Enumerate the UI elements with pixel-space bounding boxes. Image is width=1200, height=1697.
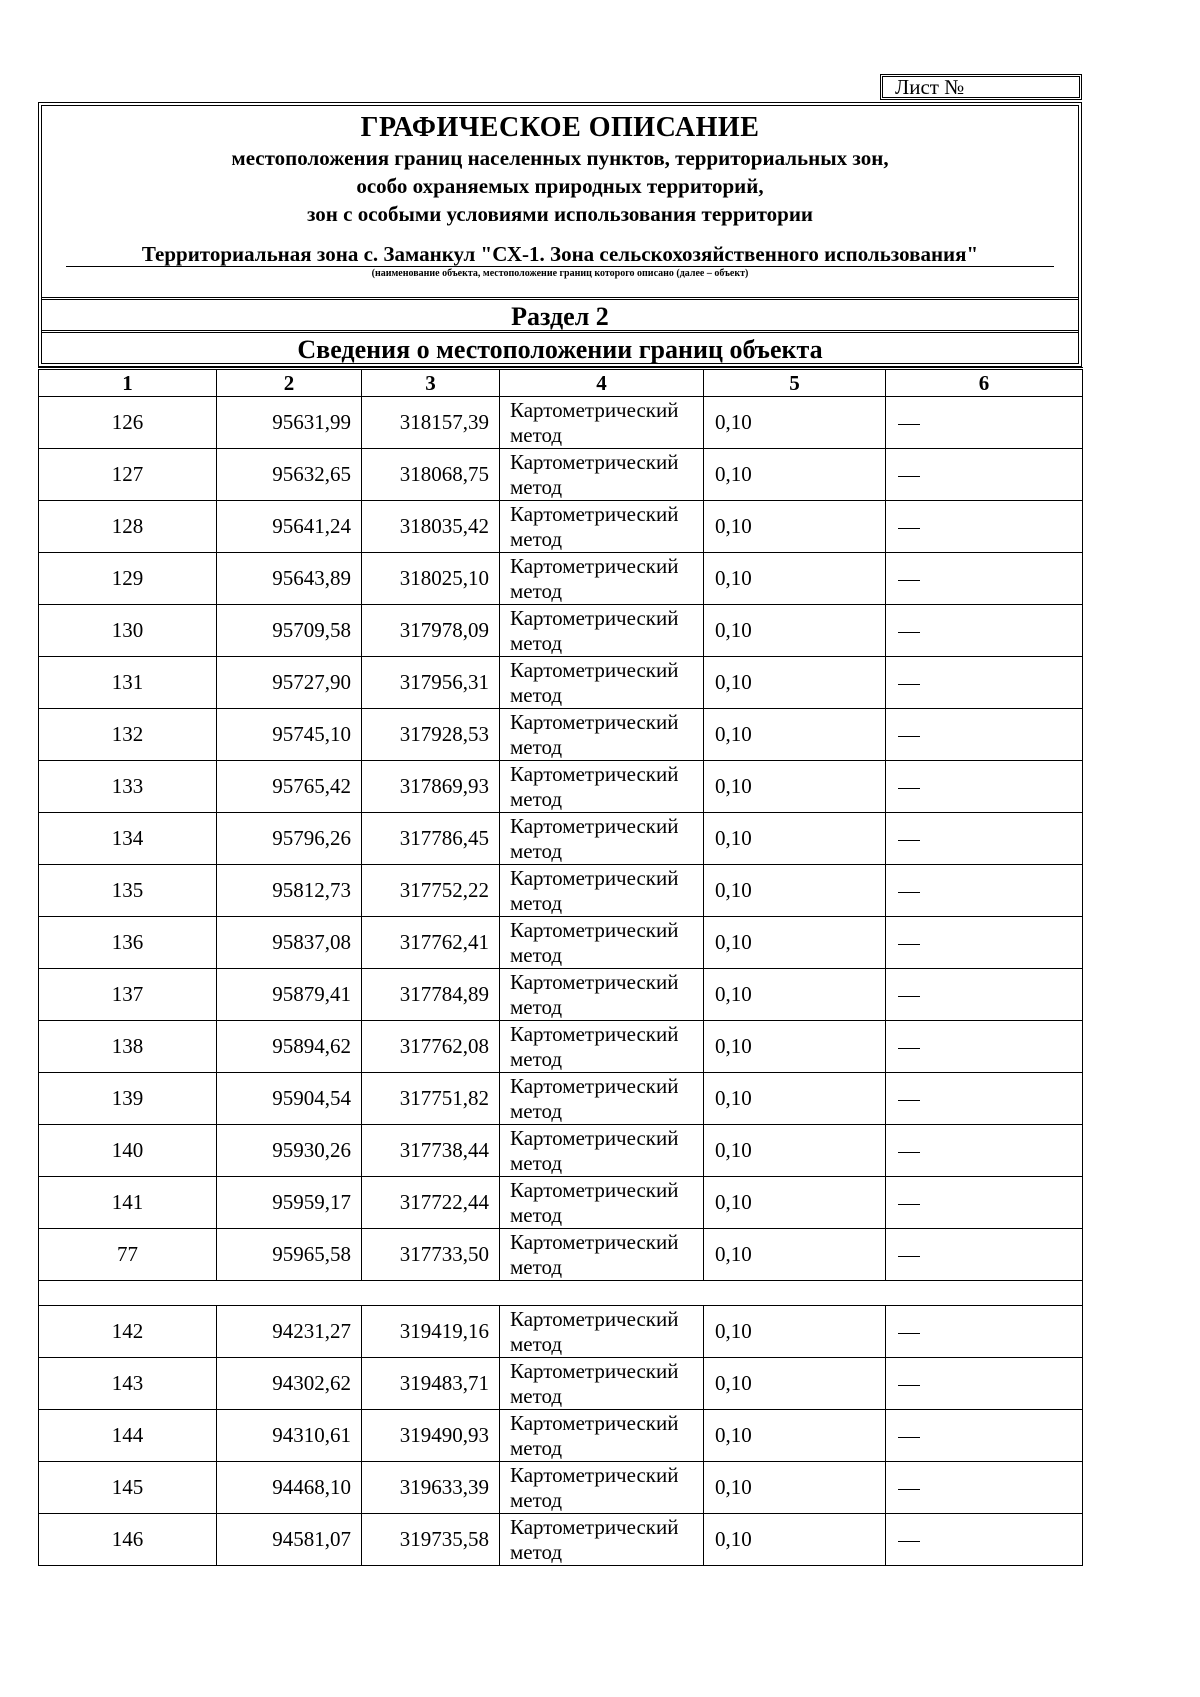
- accuracy-value: 0,10: [704, 1177, 886, 1229]
- point-number: 130: [39, 605, 217, 657]
- method-line-1: Картометрический: [510, 605, 679, 630]
- accuracy-value: 0,10: [704, 1462, 886, 1514]
- method-line-1: Картометрический: [510, 397, 679, 422]
- description-cell: [886, 397, 1083, 449]
- table-row: [39, 709, 1083, 761]
- x-coordinate: 95812,73: [217, 865, 362, 917]
- method-line-2: метод: [510, 838, 563, 863]
- y-coordinate: 319483,71: [362, 1358, 500, 1410]
- dash-mark: [898, 528, 920, 529]
- x-coordinate: 95765,42: [217, 761, 362, 813]
- method-line-2: метод: [510, 474, 563, 499]
- method-cell: [500, 1358, 704, 1410]
- table-row: [39, 397, 1083, 449]
- column-number: 6: [886, 369, 1083, 397]
- x-coordinate: 95894,62: [217, 1021, 362, 1073]
- method-line-1: Картометрический: [510, 1410, 679, 1435]
- method-line-1: Картометрический: [510, 1073, 679, 1098]
- description-cell: [886, 917, 1083, 969]
- y-coordinate: 317733,50: [362, 1229, 500, 1281]
- column-number: 4: [500, 369, 704, 397]
- dash-mark: [898, 1048, 920, 1049]
- method-line-2: метод: [510, 1487, 563, 1512]
- y-coordinate: 318035,42: [362, 501, 500, 553]
- accuracy-value: 0,10: [704, 761, 886, 813]
- x-coordinate: 95631,99: [217, 397, 362, 449]
- section-heading: Сведения о местоположении границ объекта: [297, 335, 823, 364]
- point-number: 127: [39, 449, 217, 501]
- y-coordinate: 318068,75: [362, 449, 500, 501]
- accuracy-value: 0,10: [704, 657, 886, 709]
- accuracy-value: 0,10: [704, 1514, 886, 1566]
- method-cell: [500, 1462, 704, 1514]
- method-line-2: метод: [510, 682, 563, 707]
- point-number: 138: [39, 1021, 217, 1073]
- accuracy-value: 0,10: [704, 1358, 886, 1410]
- dash-mark: [898, 632, 920, 633]
- method-cell: [500, 1306, 704, 1358]
- accuracy-value: 0,10: [704, 449, 886, 501]
- description-cell: [886, 657, 1083, 709]
- accuracy-value: 0,10: [704, 1073, 886, 1125]
- method-line-1: Картометрический: [510, 865, 679, 890]
- method-line-2: метод: [510, 578, 563, 603]
- method-line-2: метод: [510, 1202, 563, 1227]
- method-cell: [500, 449, 704, 501]
- method-line-2: метод: [510, 1435, 563, 1460]
- table-row: [39, 657, 1083, 709]
- y-coordinate: 317978,09: [362, 605, 500, 657]
- dash-mark: [898, 1541, 920, 1542]
- contour-separator: [39, 1281, 1083, 1306]
- x-coordinate: 94302,62: [217, 1358, 362, 1410]
- x-coordinate: 95837,08: [217, 917, 362, 969]
- subtitle-line-1: местоположения границ населенных пунктов, территориальных зон,: [231, 146, 889, 170]
- table-row: [39, 1229, 1083, 1281]
- point-number: 133: [39, 761, 217, 813]
- method-cell: [500, 761, 704, 813]
- y-coordinate: 317738,44: [362, 1125, 500, 1177]
- table-row: [39, 761, 1083, 813]
- accuracy-value: 0,10: [704, 1306, 886, 1358]
- table-row: [39, 1125, 1083, 1177]
- y-coordinate: 317956,31: [362, 657, 500, 709]
- point-number: 135: [39, 865, 217, 917]
- method-cell: [500, 1229, 704, 1281]
- dash-mark: [898, 1152, 920, 1153]
- y-coordinate: 317869,93: [362, 761, 500, 813]
- y-coordinate: 319735,58: [362, 1514, 500, 1566]
- dash-mark: [898, 996, 920, 997]
- dash-mark: [898, 476, 920, 477]
- table-row: [39, 1410, 1083, 1462]
- column-number: 3: [362, 369, 500, 397]
- dash-mark: [898, 1437, 920, 1438]
- object-name: Территориальная зона с. Заманкул "СХ-1. Зона сельскохозяйственного использования": [66, 242, 1054, 267]
- description-cell: [886, 813, 1083, 865]
- x-coordinate: 95745,10: [217, 709, 362, 761]
- subtitle-line-2: особо охраняемых природных территорий,: [356, 174, 764, 198]
- method-line-1: Картометрический: [510, 553, 679, 578]
- x-coordinate: 95904,54: [217, 1073, 362, 1125]
- y-coordinate: 317722,44: [362, 1177, 500, 1229]
- point-number: 126: [39, 397, 217, 449]
- subtitle-line-3: зон с особыми условиями использования территории: [306, 202, 814, 226]
- method-cell: [500, 1410, 704, 1462]
- y-coordinate: 319419,16: [362, 1306, 500, 1358]
- dash-mark: [898, 684, 920, 685]
- point-number: 131: [39, 657, 217, 709]
- method-line-2: метод: [510, 422, 563, 447]
- dash-mark: [898, 1333, 920, 1334]
- contour-separator-row: [39, 1281, 1083, 1306]
- method-line-1: Картометрический: [510, 1306, 679, 1331]
- description-cell: [886, 969, 1083, 1021]
- point-number: 139: [39, 1073, 217, 1125]
- point-number: 143: [39, 1358, 217, 1410]
- method-cell: [500, 1021, 704, 1073]
- method-line-1: Картометрический: [510, 969, 679, 994]
- dash-mark: [898, 424, 920, 425]
- method-cell: [500, 865, 704, 917]
- accuracy-value: 0,10: [704, 813, 886, 865]
- method-cell: [500, 657, 704, 709]
- x-coordinate: 95965,58: [217, 1229, 362, 1281]
- method-cell: [500, 813, 704, 865]
- method-cell: [500, 605, 704, 657]
- description-cell: [886, 553, 1083, 605]
- description-cell: [886, 1462, 1083, 1514]
- dash-mark: [898, 1100, 920, 1101]
- accuracy-value: 0,10: [704, 1229, 886, 1281]
- header-divider: [42, 297, 1078, 300]
- description-cell: [886, 1125, 1083, 1177]
- point-number: 144: [39, 1410, 217, 1462]
- x-coordinate: 95959,17: [217, 1177, 362, 1229]
- dash-mark: [898, 1385, 920, 1386]
- point-number: 136: [39, 917, 217, 969]
- dash-mark: [898, 840, 920, 841]
- method-line-1: Картометрический: [510, 761, 679, 786]
- point-number: 145: [39, 1462, 217, 1514]
- y-coordinate: 318025,10: [362, 553, 500, 605]
- x-coordinate: 95930,26: [217, 1125, 362, 1177]
- method-cell: [500, 397, 704, 449]
- table-row: [39, 449, 1083, 501]
- y-coordinate: 317784,89: [362, 969, 500, 1021]
- x-coordinate: 94468,10: [217, 1462, 362, 1514]
- x-coordinate: 95796,26: [217, 813, 362, 865]
- point-number: 142: [39, 1306, 217, 1358]
- method-cell: [500, 1125, 704, 1177]
- table-row: [39, 1514, 1083, 1566]
- table-row: [39, 1073, 1083, 1125]
- x-coordinate: 94581,07: [217, 1514, 362, 1566]
- method-cell: [500, 501, 704, 553]
- y-coordinate: 319490,93: [362, 1410, 500, 1462]
- table-row: [39, 605, 1083, 657]
- column-number: 5: [704, 369, 886, 397]
- x-coordinate: 94310,61: [217, 1410, 362, 1462]
- x-coordinate: 95727,90: [217, 657, 362, 709]
- method-line-1: Картометрический: [510, 709, 679, 734]
- method-line-1: Картометрический: [510, 1514, 679, 1539]
- description-cell: [886, 1177, 1083, 1229]
- point-number: 128: [39, 501, 217, 553]
- method-line-2: метод: [510, 1539, 563, 1564]
- point-number: 134: [39, 813, 217, 865]
- method-cell: [500, 553, 704, 605]
- table-row: [39, 553, 1083, 605]
- x-coordinate: 95632,65: [217, 449, 362, 501]
- dash-mark: [898, 1256, 920, 1257]
- method-line-1: Картометрический: [510, 1021, 679, 1046]
- method-line-2: метод: [510, 994, 563, 1019]
- method-line-1: Картометрический: [510, 657, 679, 682]
- method-line-2: метод: [510, 1331, 563, 1356]
- method-line-1: Картометрический: [510, 501, 679, 526]
- accuracy-value: 0,10: [704, 709, 886, 761]
- method-line-2: метод: [510, 1098, 563, 1123]
- dash-mark: [898, 1489, 920, 1490]
- accuracy-value: 0,10: [704, 969, 886, 1021]
- description-cell: [886, 1021, 1083, 1073]
- y-coordinate: 317762,41: [362, 917, 500, 969]
- table-row: [39, 501, 1083, 553]
- method-line-2: метод: [510, 786, 563, 811]
- x-coordinate: 95879,41: [217, 969, 362, 1021]
- method-line-1: Картометрический: [510, 449, 679, 474]
- point-number: 146: [39, 1514, 217, 1566]
- method-line-1: Картометрический: [510, 917, 679, 942]
- table-row: [39, 865, 1083, 917]
- table-row: [39, 813, 1083, 865]
- method-line-2: метод: [510, 1383, 563, 1408]
- description-cell: [886, 1306, 1083, 1358]
- point-number: 129: [39, 553, 217, 605]
- accuracy-value: 0,10: [704, 1410, 886, 1462]
- description-cell: [886, 1358, 1083, 1410]
- document-title: ГРАФИЧЕСКОЕ ОПИСАНИЕ: [360, 112, 760, 143]
- method-cell: [500, 1177, 704, 1229]
- y-coordinate: 317786,45: [362, 813, 500, 865]
- method-line-1: Картометрический: [510, 813, 679, 838]
- accuracy-value: 0,10: [704, 605, 886, 657]
- method-line-1: Картометрический: [510, 1358, 679, 1383]
- x-coordinate: 95643,89: [217, 553, 362, 605]
- column-number: 2: [217, 369, 362, 397]
- method-cell: [500, 917, 704, 969]
- section-title: Раздел 2: [511, 302, 609, 331]
- point-number: 77: [39, 1229, 217, 1281]
- accuracy-value: 0,10: [704, 865, 886, 917]
- method-line-2: метод: [510, 526, 563, 551]
- method-line-2: метод: [510, 630, 563, 655]
- accuracy-value: 0,10: [704, 1021, 886, 1073]
- point-number: 141: [39, 1177, 217, 1229]
- y-coordinate: 319633,39: [362, 1462, 500, 1514]
- method-line-2: метод: [510, 942, 563, 967]
- description-cell: [886, 761, 1083, 813]
- column-number: 1: [39, 369, 217, 397]
- method-cell: [500, 1514, 704, 1566]
- method-line-2: метод: [510, 734, 563, 759]
- table-row: [39, 1177, 1083, 1229]
- accuracy-value: 0,10: [704, 501, 886, 553]
- method-line-1: Картометрический: [510, 1229, 679, 1254]
- dash-mark: [898, 944, 920, 945]
- y-coordinate: 317752,22: [362, 865, 500, 917]
- dash-mark: [898, 736, 920, 737]
- sheet-number-box: [880, 74, 1082, 100]
- description-cell: [886, 865, 1083, 917]
- accuracy-value: 0,10: [704, 553, 886, 605]
- dash-mark: [898, 788, 920, 789]
- point-number: 140: [39, 1125, 217, 1177]
- table-row: [39, 969, 1083, 1021]
- method-line-1: Картометрический: [510, 1125, 679, 1150]
- header-divider: [42, 330, 1078, 333]
- dash-mark: [898, 892, 920, 893]
- sheet-label: Лист №: [895, 75, 965, 99]
- document-header: [38, 102, 1082, 367]
- point-number: 137: [39, 969, 217, 1021]
- description-cell: [886, 449, 1083, 501]
- description-cell: [886, 709, 1083, 761]
- coordinates-table: [38, 367, 1083, 1566]
- x-coordinate: 95709,58: [217, 605, 362, 657]
- method-line-2: метод: [510, 1254, 563, 1279]
- y-coordinate: 318157,39: [362, 397, 500, 449]
- method-line-2: метод: [510, 1046, 563, 1071]
- y-coordinate: 317928,53: [362, 709, 500, 761]
- object-note: (наименование объекта, местоположение границ которого описано (далее – объект): [371, 268, 749, 279]
- dash-mark: [898, 580, 920, 581]
- method-cell: [500, 969, 704, 1021]
- x-coordinate: 95641,24: [217, 501, 362, 553]
- description-cell: [886, 1073, 1083, 1125]
- column-number-row: [39, 369, 1083, 397]
- point-number: 132: [39, 709, 217, 761]
- method-line-2: метод: [510, 890, 563, 915]
- method-cell: [500, 1073, 704, 1125]
- accuracy-value: 0,10: [704, 917, 886, 969]
- description-cell: [886, 1229, 1083, 1281]
- y-coordinate: 317751,82: [362, 1073, 500, 1125]
- method-line-1: Картометрический: [510, 1462, 679, 1487]
- description-cell: [886, 1410, 1083, 1462]
- method-line-1: Картометрический: [510, 1177, 679, 1202]
- table-row: [39, 917, 1083, 969]
- table-row: [39, 1358, 1083, 1410]
- y-coordinate: 317762,08: [362, 1021, 500, 1073]
- accuracy-value: 0,10: [704, 397, 886, 449]
- table-row: [39, 1306, 1083, 1358]
- description-cell: [886, 1514, 1083, 1566]
- dash-mark: [898, 1204, 920, 1205]
- table-row: [39, 1021, 1083, 1073]
- x-coordinate: 94231,27: [217, 1306, 362, 1358]
- table-row: [39, 1462, 1083, 1514]
- description-cell: [886, 501, 1083, 553]
- method-cell: [500, 709, 704, 761]
- accuracy-value: 0,10: [704, 1125, 886, 1177]
- description-cell: [886, 605, 1083, 657]
- method-line-2: метод: [510, 1150, 563, 1175]
